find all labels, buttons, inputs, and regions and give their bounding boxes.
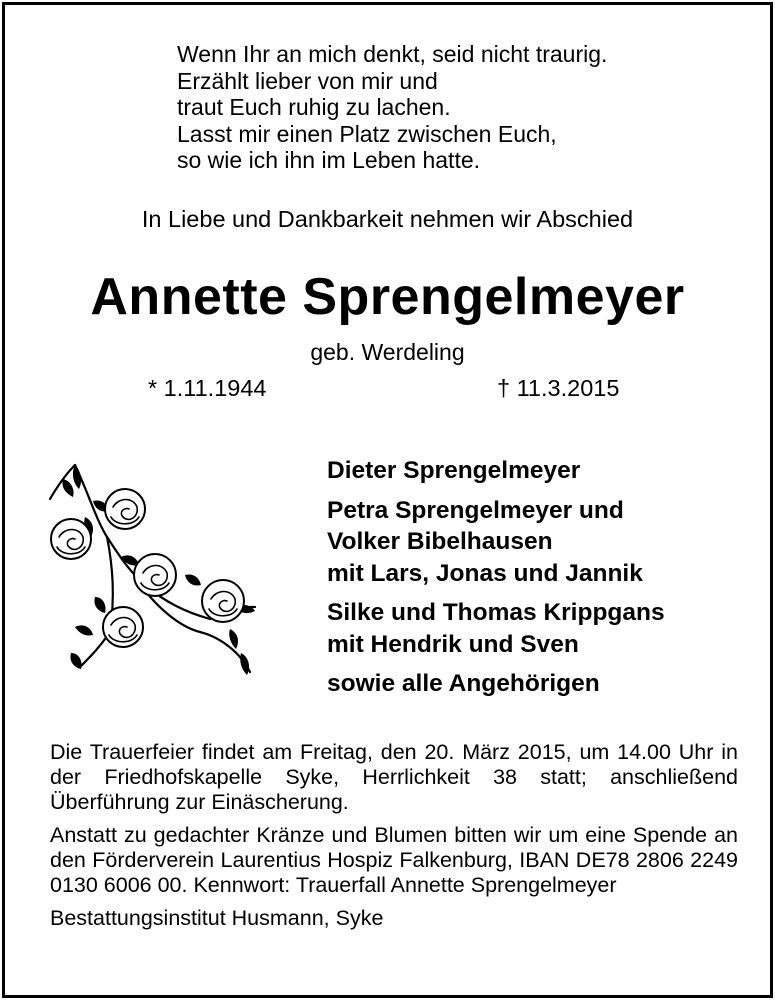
mourner-line: Volker Bibelhausen	[327, 528, 553, 555]
mourner-line: Dieter Sprengelmeyer	[327, 457, 581, 484]
rose-branch-icon	[35, 457, 275, 687]
mourner-group	[327, 495, 665, 590]
mourner-line: Petra Sprengelmeyer und	[327, 496, 624, 524]
farewell-line: In Liebe und Dankbarkeit nehmen wir Abschied	[141, 206, 634, 232]
funeral-home: Bestattungsinstitut Husmann, Syke	[50, 906, 384, 930]
poem-line: Erzählt lieber von mir und	[177, 67, 438, 94]
poem-line: Wenn Ihr an mich denkt, seid nicht traurig.	[177, 41, 608, 67]
poem-line: Lasst mir einen Platz zwischen Euch,	[177, 120, 557, 147]
mourner-line: mit Hendrik und Sven	[327, 630, 579, 658]
memorial-poem	[177, 41, 607, 174]
death-date: † 11.3.2015	[497, 375, 620, 401]
ceremony-details	[50, 740, 738, 939]
mourner-line: Silke und Thomas Krippgans	[327, 599, 665, 626]
mourner-group	[327, 668, 665, 700]
donation-info: Anstatt zu gedachter Kränze und Blumen bitten wir um eine Spende an den Förderverein Laurentius Hospiz Falkenburg, IBAN DE78 2806 2249 0130 6006 00. Kennwort: Trauerfall Annette Sprengelmeyer	[50, 823, 738, 897]
poem-line: traut Euch ruhig zu lachen.	[177, 94, 451, 120]
mourner-group	[327, 597, 665, 660]
mourner-group	[327, 455, 665, 487]
birth-date: * 1.11.1944	[148, 375, 267, 401]
mourner-line: mit Lars, Jonas und Jannik	[327, 559, 643, 587]
mourners-list	[327, 455, 665, 708]
funeral-info: Die Trauerfeier findet am Freitag, den 20. März 2015, um 14.00 Uhr in der Friedhofskapelle Syke, Herrlichkeit 38 statt; anschließend Überführung zur Einäscherung.	[50, 740, 738, 814]
mourner-line: sowie alle Angehörigen	[327, 670, 600, 697]
poem-line: so wie ich ihn im Leben hatte.	[177, 147, 481, 173]
obituary-notice	[2, 2, 773, 998]
deceased-name: Annette Sprengelmeyer	[90, 268, 685, 326]
birth-name: geb. Werdeling	[310, 339, 465, 365]
